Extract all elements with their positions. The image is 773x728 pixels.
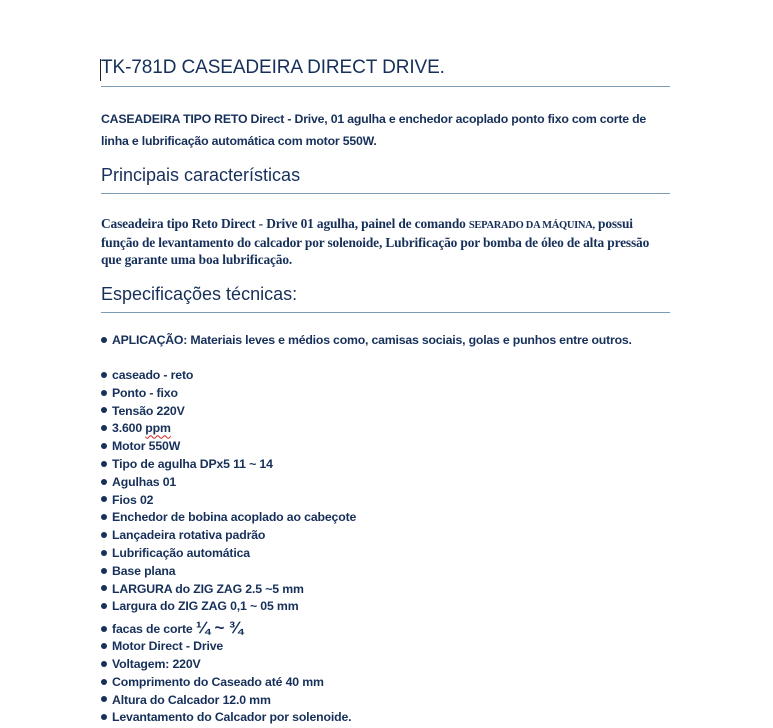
- spec-item: Ponto - fixo: [101, 385, 356, 403]
- features-text-1: Caseadeira tipo Reto Direct - Drive 01 agulha, painel de comando: [101, 216, 469, 231]
- spec-item: Voltagem: 220V: [101, 656, 356, 674]
- bullet-icon: [101, 696, 107, 702]
- intro-paragraph: CASEADEIRA TIPO RETO Direct - Drive, 01 agulha e enchedor acoplado ponto fixo com corte de linha e lubrificação automática com motor 550W.: [101, 112, 647, 148]
- bullet-icon: [101, 443, 107, 449]
- spec-item: LARGURA do ZIG ZAG 2.5 ~5 mm: [101, 581, 356, 599]
- bullet-icon: [101, 479, 107, 485]
- spellcheck-word[interactable]: ppm: [145, 421, 171, 436]
- bullet-icon: [101, 425, 107, 431]
- spec-item: Fios 02: [101, 492, 356, 510]
- spec-item: Base plana: [101, 563, 356, 581]
- bullet-icon: [101, 337, 107, 343]
- spec-item: Comprimento do Caseado até 40 mm: [101, 674, 356, 692]
- bullet-icon: [101, 390, 107, 396]
- spec-item: Lubrificação automática: [101, 545, 356, 563]
- bullet-icon: [101, 407, 107, 413]
- section-heading-features: Principais características: [101, 165, 301, 185]
- bullet-icon: [101, 603, 107, 609]
- spec-item: 3.600 ppm: [101, 420, 356, 438]
- features-paragraph: [101, 215, 670, 268]
- spec-item: Tipo de agulha DPx5 11 ~ 14: [101, 456, 356, 474]
- spec-item: Tensão 220V: [101, 403, 356, 421]
- bullet-icon: [101, 372, 107, 378]
- spec-item: Largura do ZIG ZAG 0,1 ~ 05 mm: [101, 598, 356, 616]
- bullet-icon: [101, 643, 107, 649]
- bullet-icon: [101, 514, 107, 520]
- spec-item: caseado - reto: [101, 367, 356, 385]
- features-rule: [101, 193, 670, 194]
- spec-item: facas de corte ¼ ~ ¾: [101, 616, 356, 638]
- bullet-icon: [101, 532, 107, 538]
- bullet-icon: [101, 661, 107, 667]
- spec-item: Agulhas 01: [101, 474, 356, 492]
- spec-item: Enchedor de bobina acoplado ao cabeçote: [101, 509, 356, 527]
- spec-item: Lançadeira rotativa padrão: [101, 527, 356, 545]
- bullet-icon: [101, 714, 107, 720]
- application-text: APLICAÇÃO: Materiais leves e médios como, camisas sociais, golas e punhos entre outros.: [112, 333, 632, 347]
- title-rule: [101, 86, 670, 87]
- features-text-2: possui função de levantamento do calcador por solenoide, Lubrificação por bomba de óleo de alta pressão que garante uma boa lubrificação.: [101, 216, 650, 267]
- specs-rule: [101, 312, 670, 313]
- bullet-icon: [101, 585, 107, 591]
- features-text-smallcaps: SEPARADO DA MÁQUINA,: [468, 220, 595, 231]
- spec-item: Levantamento do Calcador por solenoide.: [101, 709, 356, 727]
- bullet-icon: [101, 496, 107, 502]
- fraction-text: ¼ ~ ¾: [195, 618, 243, 638]
- document-title: TK-781D CASEADEIRA DIRECT DRIVE.: [101, 57, 445, 78]
- spec-item: Altura do Calcador 12.0 mm: [101, 692, 356, 710]
- section-heading-specs: Especificações técnicas:: [101, 284, 298, 304]
- bullet-icon: [101, 568, 107, 574]
- bullet-icon: [101, 679, 107, 685]
- spec-item: Motor 550W: [101, 438, 356, 456]
- specs-list: [101, 367, 356, 727]
- bullet-icon: [101, 626, 107, 632]
- bullet-icon: [101, 461, 107, 467]
- application-line: [101, 333, 701, 347]
- bullet-icon: [101, 550, 107, 556]
- spec-item: Motor Direct - Drive: [101, 638, 356, 656]
